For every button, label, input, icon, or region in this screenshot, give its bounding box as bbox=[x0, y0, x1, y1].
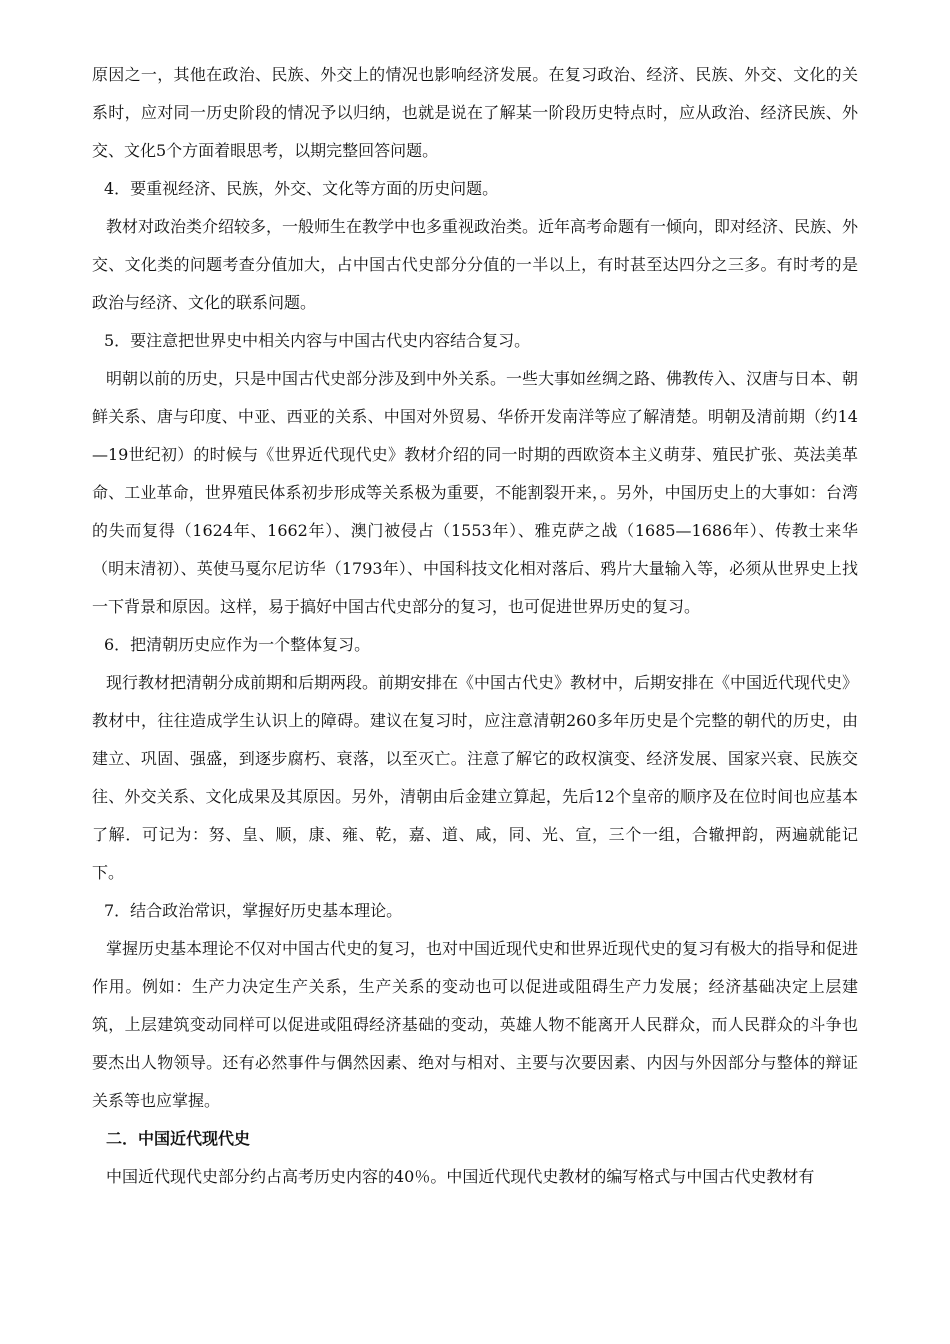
list-item-7: 7．结合政治常识，掌握好历史基本理论。 bbox=[104, 901, 403, 920]
paragraph-modern-history: 中国近代现代史部分约占高考历史内容的40％。中国近代现代史教材的编写格式与中国古代史教材有 bbox=[106, 1167, 815, 1186]
section-heading: 二．中国近代现代史 bbox=[106, 1129, 251, 1148]
paragraph-basic-theory: 掌握历史基本理论不仅对中国古代史的复习，也对中国近现代史和世界近现代史的复习有极大的指导和促进作用。例如：生产力决定生产关系，生产关系的变动也可以促进或阻碍生产力发展；经济基础决定上层建筑，上层建筑变动同样可以促进或阻碍经济基础的变动，英雄人物不能离开人民群众，而人民群众的斗争也要杰出人物领导。还有必然事件与偶然因素、绝对与相对、主要与次要因素、内因与外因部分与整体的辩证关系等也应掌握。 bbox=[92, 939, 859, 1110]
paragraph-continuation: 原因之一，其他在政治、民族、外交上的情况也影响经济发展。在复习政治、经济、民族、外交、文化的关系时，应对同一历史阶段的情况予以归纳，也就是说在了解某一阶段历史特点时，应从政治、经济民族、外交、文化5个方面着眼思考，以期完整回答问题。 bbox=[92, 65, 858, 160]
paragraph-qing-dynasty: 现行教材把清朝分成前期和后期两段。前期安排在《中国古代史》教材中，后期安排在《中国近代现代史》教材中，往往造成学生认识上的障碍。建议在复习时，应注意清朝260多年历史是个完整的朝代的历史，由建立、巩固、强盛，到逐步腐朽、衰落，以至灭亡。注意了解它的政权演变、经济发展、国家兴衰、民族交往、外交关系、文化成果及其原因。另外，清朝由后金建立算起，先后12个皇帝的顺序及在位时间也应基本了解．可记为：努、皇、顺，康、雍、乾，嘉、道、咸，同、光、宣，三个一组，合辙押韵，两遍就能记下。 bbox=[92, 673, 859, 882]
document-page bbox=[92, 56, 858, 1196]
list-item-6: 6．把清朝历史应作为一个整体复习。 bbox=[104, 635, 371, 654]
list-item-5: 5．要注意把世界史中相关内容与中国古代史内容结合复习。 bbox=[104, 331, 531, 350]
list-item-4: 4．要重视经济、民族，外交、文化等方面的历史问题。 bbox=[104, 179, 499, 198]
paragraph-economy-ethnic: 教材对政治类介绍较多，一般师生在教学中也多重视政治类。近年高考命题有一倾向，即对经济、民族、外交、文化类的问题考查分值加大，占中国古代史部分分值的一半以上，有时甚至达四分之三多。有时考的是政治与经济、文化的联系问题。 bbox=[92, 217, 859, 312]
paragraph-world-history: 明朝以前的历史，只是中国古代史部分涉及到中外关系。一些大事如丝绸之路、佛教传入、汉唐与日本、朝鲜关系、唐与印度、中亚、西亚的关系、中国对外贸易、华侨开发南洋等应了解清楚。明朝及清前期（约14—19世纪初）的时候与《世界近代现代史》教材介绍的同一时期的西欧资本主义萌芽、殖民扩张、英法美革命、工业革命，世界殖民体系初步形成等关系极为重要，不能割裂开来，。另外，中国历史上的大事如：台湾的失而复得（1624年、1662年）、澳门被侵占（1553年）、雅克萨之战（1685—1686年）、传教士来华（明末清初）、英使马戛尔尼访华（1793年）、中国科技文化相对落后、鸦片大量输入等，必须从世界史上找一下背景和原因。这样，易于搞好中国古代史部分的复习，也可促进世界历史的复习。 bbox=[92, 369, 859, 616]
